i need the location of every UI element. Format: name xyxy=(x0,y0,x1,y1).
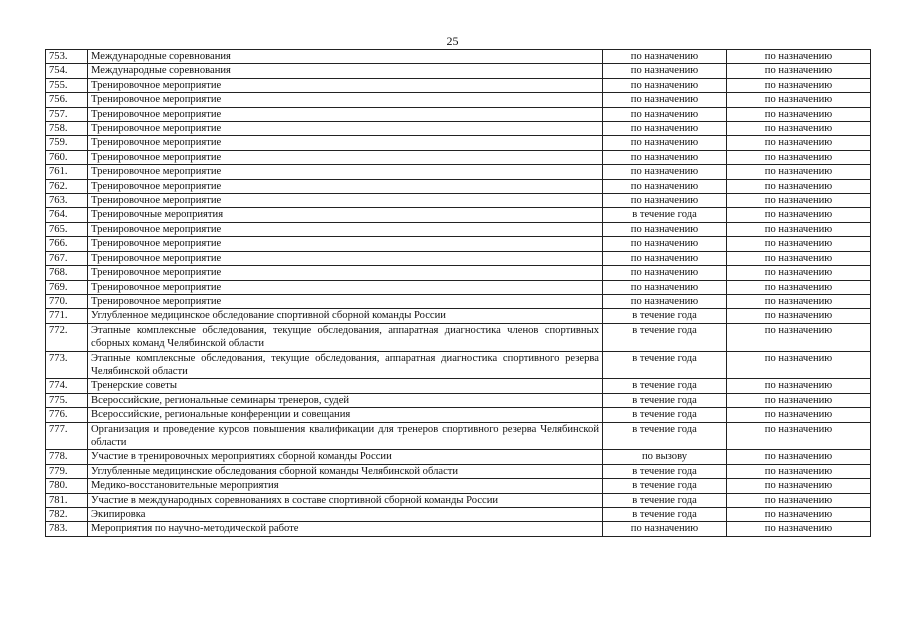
event-term-cell: по назначению xyxy=(603,222,727,236)
table-row xyxy=(46,93,871,107)
table-row xyxy=(46,78,871,92)
event-executor-cell: по назначению xyxy=(727,194,871,208)
event-executor-cell: по назначению xyxy=(727,165,871,179)
event-executor-cell: по назначению xyxy=(727,464,871,478)
row-number-cell: 776. xyxy=(46,408,88,422)
table-row xyxy=(46,266,871,280)
event-executor-cell: по назначению xyxy=(727,422,871,450)
event-term-cell: по назначению xyxy=(603,136,727,150)
row-number-cell: 756. xyxy=(46,93,88,107)
event-name-cell: Участие в международных соревнованиях в составе спортивной сборной команды России xyxy=(88,493,603,507)
event-name-cell: Углубленное медицинское обследование спортивной сборной команды России xyxy=(88,309,603,323)
row-number-cell: 783. xyxy=(46,522,88,536)
events-table xyxy=(45,49,871,537)
row-number-cell: 773. xyxy=(46,351,88,379)
row-number-cell: 782. xyxy=(46,508,88,522)
event-name-cell: Мероприятия по научно-методической работе xyxy=(88,522,603,536)
row-number-cell: 758. xyxy=(46,122,88,136)
event-name-cell: Международные соревнования xyxy=(88,50,603,64)
table-row xyxy=(46,379,871,393)
event-term-cell: по назначению xyxy=(603,251,727,265)
event-executor-cell: по назначению xyxy=(727,222,871,236)
row-number-cell: 775. xyxy=(46,393,88,407)
event-term-cell: в течение года xyxy=(603,351,727,379)
event-term-cell: по назначению xyxy=(603,165,727,179)
event-term-cell: в течение года xyxy=(603,408,727,422)
event-name-cell: Тренировочное мероприятие xyxy=(88,280,603,294)
event-term-cell: в течение года xyxy=(603,493,727,507)
table-row xyxy=(46,150,871,164)
event-executor-cell: по назначению xyxy=(727,379,871,393)
row-number-cell: 768. xyxy=(46,266,88,280)
row-number-cell: 762. xyxy=(46,179,88,193)
event-name-cell: Тренировочное мероприятие xyxy=(88,222,603,236)
event-name-cell: Всероссийские, региональные конференции и совещания xyxy=(88,408,603,422)
table-row xyxy=(46,136,871,150)
table-row xyxy=(46,208,871,222)
table-row xyxy=(46,179,871,193)
event-name-cell: Тренировочное мероприятие xyxy=(88,93,603,107)
event-term-cell: по назначению xyxy=(603,150,727,164)
event-executor-cell: по назначению xyxy=(727,78,871,92)
table-row xyxy=(46,294,871,308)
event-name-cell: Тренировочное мероприятие xyxy=(88,237,603,251)
event-executor-cell: по назначению xyxy=(727,93,871,107)
event-term-cell: по назначению xyxy=(603,93,727,107)
event-term-cell: по назначению xyxy=(603,64,727,78)
event-executor-cell: по назначению xyxy=(727,351,871,379)
event-executor-cell: по назначению xyxy=(727,522,871,536)
page-number: 25 xyxy=(446,34,459,48)
row-number-cell: 753. xyxy=(46,50,88,64)
event-term-cell: по назначению xyxy=(603,194,727,208)
row-number-cell: 778. xyxy=(46,450,88,464)
table-row xyxy=(46,493,871,507)
event-term-cell: по назначению xyxy=(603,107,727,121)
event-executor-cell: по назначению xyxy=(727,179,871,193)
table-row xyxy=(46,479,871,493)
event-executor-cell: по назначению xyxy=(727,280,871,294)
event-executor-cell: по назначению xyxy=(727,323,871,351)
table-row xyxy=(46,422,871,450)
event-executor-cell: по назначению xyxy=(727,64,871,78)
event-executor-cell: по назначению xyxy=(727,309,871,323)
event-name-cell: Тренировочное мероприятие xyxy=(88,294,603,308)
event-executor-cell: по назначению xyxy=(727,493,871,507)
event-term-cell: в течение года xyxy=(603,379,727,393)
row-number-cell: 764. xyxy=(46,208,88,222)
row-number-cell: 769. xyxy=(46,280,88,294)
event-term-cell: по назначению xyxy=(603,122,727,136)
event-name-cell: Тренировочное мероприятие xyxy=(88,122,603,136)
event-name-cell: Этапные комплексные обследования, текущие обследования, аппаратная диагностика членов спортивных сборных команд Челябинской области xyxy=(88,323,603,351)
table-row xyxy=(46,508,871,522)
table-row xyxy=(46,222,871,236)
event-term-cell: по назначению xyxy=(603,179,727,193)
event-name-cell: Международные соревнования xyxy=(88,64,603,78)
event-name-cell: Тренерские советы xyxy=(88,379,603,393)
event-term-cell: в течение года xyxy=(603,479,727,493)
table-row xyxy=(46,251,871,265)
table-row xyxy=(46,107,871,121)
event-executor-cell: по назначению xyxy=(727,208,871,222)
event-term-cell: по назначению xyxy=(603,522,727,536)
row-number-cell: 754. xyxy=(46,64,88,78)
event-term-cell: в течение года xyxy=(603,508,727,522)
event-term-cell: в течение года xyxy=(603,323,727,351)
row-number-cell: 774. xyxy=(46,379,88,393)
event-executor-cell: по назначению xyxy=(727,251,871,265)
row-number-cell: 759. xyxy=(46,136,88,150)
event-term-cell: по назначению xyxy=(603,294,727,308)
row-number-cell: 777. xyxy=(46,422,88,450)
event-name-cell: Тренировочные мероприятия xyxy=(88,208,603,222)
event-term-cell: по вызову xyxy=(603,450,727,464)
row-number-cell: 757. xyxy=(46,107,88,121)
event-executor-cell: по назначению xyxy=(727,237,871,251)
event-executor-cell: по назначению xyxy=(727,136,871,150)
event-executor-cell: по назначению xyxy=(727,479,871,493)
event-name-cell: Медико-восстановительные мероприятия xyxy=(88,479,603,493)
row-number-cell: 772. xyxy=(46,323,88,351)
event-executor-cell: по назначению xyxy=(727,150,871,164)
event-name-cell: Тренировочное мероприятие xyxy=(88,179,603,193)
row-number-cell: 755. xyxy=(46,78,88,92)
event-name-cell: Тренировочное мероприятие xyxy=(88,107,603,121)
table-row xyxy=(46,351,871,379)
row-number-cell: 770. xyxy=(46,294,88,308)
table-row xyxy=(46,194,871,208)
event-name-cell: Всероссийские, региональные семинары тренеров, судей xyxy=(88,393,603,407)
event-executor-cell: по назначению xyxy=(727,294,871,308)
row-number-cell: 779. xyxy=(46,464,88,478)
table-row xyxy=(46,522,871,536)
table-row xyxy=(46,64,871,78)
table-row xyxy=(46,165,871,179)
event-term-cell: в течение года xyxy=(603,309,727,323)
event-name-cell: Тренировочное мероприятие xyxy=(88,150,603,164)
row-number-cell: 767. xyxy=(46,251,88,265)
event-term-cell: в течение года xyxy=(603,393,727,407)
row-number-cell: 760. xyxy=(46,150,88,164)
event-name-cell: Организация и проведение курсов повышения квалификации для тренеров спортивного резерва Челябинской области xyxy=(88,422,603,450)
event-executor-cell: по назначению xyxy=(727,107,871,121)
event-executor-cell: по назначению xyxy=(727,450,871,464)
table-row xyxy=(46,323,871,351)
event-name-cell: Тренировочное мероприятие xyxy=(88,136,603,150)
table-row xyxy=(46,50,871,64)
event-name-cell: Тренировочное мероприятие xyxy=(88,165,603,179)
event-executor-cell: по назначению xyxy=(727,408,871,422)
event-term-cell: в течение года xyxy=(603,208,727,222)
row-number-cell: 780. xyxy=(46,479,88,493)
row-number-cell: 766. xyxy=(46,237,88,251)
event-executor-cell: по назначению xyxy=(727,393,871,407)
event-name-cell: Тренировочное мероприятие xyxy=(88,266,603,280)
event-name-cell: Экипировка xyxy=(88,508,603,522)
event-name-cell: Тренировочное мероприятие xyxy=(88,194,603,208)
row-number-cell: 765. xyxy=(46,222,88,236)
event-term-cell: по назначению xyxy=(603,50,727,64)
event-name-cell: Тренировочное мероприятие xyxy=(88,251,603,265)
row-number-cell: 763. xyxy=(46,194,88,208)
event-term-cell: по назначению xyxy=(603,237,727,251)
event-term-cell: по назначению xyxy=(603,280,727,294)
table-row xyxy=(46,237,871,251)
event-executor-cell: по назначению xyxy=(727,122,871,136)
event-executor-cell: по назначению xyxy=(727,266,871,280)
event-name-cell: Участие в тренировочных мероприятиях сборной команды России xyxy=(88,450,603,464)
event-name-cell: Тренировочное мероприятие xyxy=(88,78,603,92)
row-number-cell: 761. xyxy=(46,165,88,179)
event-term-cell: в течение года xyxy=(603,422,727,450)
event-term-cell: в течение года xyxy=(603,464,727,478)
event-executor-cell: по назначению xyxy=(727,508,871,522)
table-row xyxy=(46,408,871,422)
event-term-cell: по назначению xyxy=(603,266,727,280)
row-number-cell: 771. xyxy=(46,309,88,323)
event-executor-cell: по назначению xyxy=(727,50,871,64)
table-row xyxy=(46,450,871,464)
table-row xyxy=(46,464,871,478)
table-row xyxy=(46,309,871,323)
table-row xyxy=(46,280,871,294)
table-row xyxy=(46,122,871,136)
event-term-cell: по назначению xyxy=(603,78,727,92)
table-row xyxy=(46,393,871,407)
event-name-cell: Углубленные медицинские обследования сборной команды Челябинской области xyxy=(88,464,603,478)
events-table-body xyxy=(46,50,871,537)
event-name-cell: Этапные комплексные обследования, текущие обследования, аппаратная диагностика спортивного резерва Челябинской области xyxy=(88,351,603,379)
row-number-cell: 781. xyxy=(46,493,88,507)
